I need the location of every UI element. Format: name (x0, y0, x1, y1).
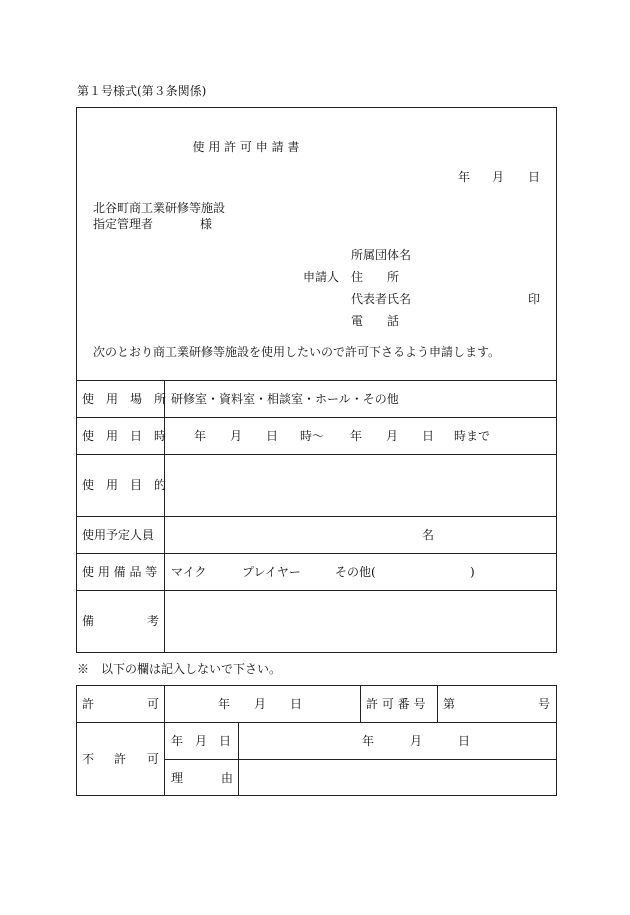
people-label: 使用予定人員 (82, 528, 155, 542)
datetime-label: 使 用 日 時 (82, 429, 167, 443)
permit-month: 月 (254, 697, 267, 711)
permit-label-end: 可 (147, 697, 160, 711)
date-day: 日 (528, 170, 541, 184)
datetime-to-hour: 時まで (454, 429, 491, 443)
equipment-player: プレイヤー (242, 565, 301, 579)
permit-label-start: 許 (82, 697, 95, 711)
permit-number-label: 許 可 番 号 (366, 697, 426, 711)
reason-label-end: 由 (221, 771, 234, 785)
applicant-phone-label: 電 話 (351, 314, 400, 328)
deny-year: 年 (362, 734, 375, 748)
equipment-mic: マイク (171, 565, 207, 579)
datetime-from-year: 年 (194, 429, 207, 443)
date-month: 月 (492, 170, 505, 184)
deny-label-3: 可 (147, 752, 160, 766)
form-number: 第１号様式(第３条関係) (77, 84, 207, 98)
applicant-representative-label: 代表者氏名 (351, 292, 412, 306)
column-divider (437, 685, 438, 722)
applicant-address-label: 住 所 (351, 270, 400, 284)
request-text: 次のとおり商工業研修等施設を使用したいので許可下さるよう申請します。 (93, 345, 501, 359)
row-divider (76, 590, 557, 591)
people-unit: 名 (422, 528, 435, 542)
purpose-label: 使 用 目 的 (82, 478, 167, 492)
remarks-label-start: 備 (82, 614, 95, 628)
deny-day: 日 (458, 734, 471, 748)
deny-month: 月 (410, 734, 423, 748)
applicant-label: 申請人 (303, 270, 340, 284)
addressee-facility: 北谷町商工業研修等施設 (93, 201, 226, 215)
applicant-org-label: 所属団体名 (351, 248, 412, 262)
place-label: 使 用 場 所 (82, 392, 167, 406)
reason-label-start: 理 (171, 771, 184, 785)
row-divider (76, 417, 557, 418)
row-divider (76, 380, 557, 381)
datetime-from-day: 日 (266, 429, 279, 443)
date-year: 年 (458, 170, 471, 184)
addressee-honorific: 様 (200, 217, 213, 231)
row-divider (76, 516, 557, 517)
row-divider (76, 553, 557, 554)
row-divider (164, 759, 557, 760)
column-divider (164, 380, 165, 653)
datetime-to-day: 日 (422, 429, 435, 443)
permit-day: 日 (290, 697, 303, 711)
row-divider (76, 722, 557, 723)
permit-year: 年 (218, 697, 231, 711)
place-options: 研修室・資料室・相談室・ホール・その他 (171, 392, 399, 406)
column-divider (360, 685, 361, 722)
equipment-other-open: その他( (335, 565, 376, 579)
datetime-to-year: 年 (350, 429, 363, 443)
row-divider (76, 454, 557, 455)
equipment-other-close: ) (470, 565, 475, 579)
remarks-label-end: 考 (147, 614, 160, 628)
column-divider (238, 722, 239, 796)
permit-number-prefix: 第 (443, 697, 456, 711)
deny-label-1: 不 (82, 752, 95, 766)
office-use-note: ※ 以下の欄は記入しないで下さい。 (77, 662, 282, 676)
datetime-from-hour: 時～ (300, 429, 325, 443)
datetime-to-month: 月 (386, 429, 399, 443)
permit-number-suffix: 号 (538, 697, 551, 711)
equipment-label: 使 用 備 品 等 (82, 565, 158, 579)
deny-label-2: 許 (114, 752, 127, 766)
deny-date-label: 年 月 日 (171, 734, 232, 748)
form-title: 使 用 許 可 申 請 書 (192, 140, 300, 154)
datetime-from-month: 月 (230, 429, 243, 443)
addressee-manager: 指定管理者 (93, 217, 154, 231)
seal-mark: 印 (528, 292, 541, 306)
column-divider (164, 685, 165, 796)
